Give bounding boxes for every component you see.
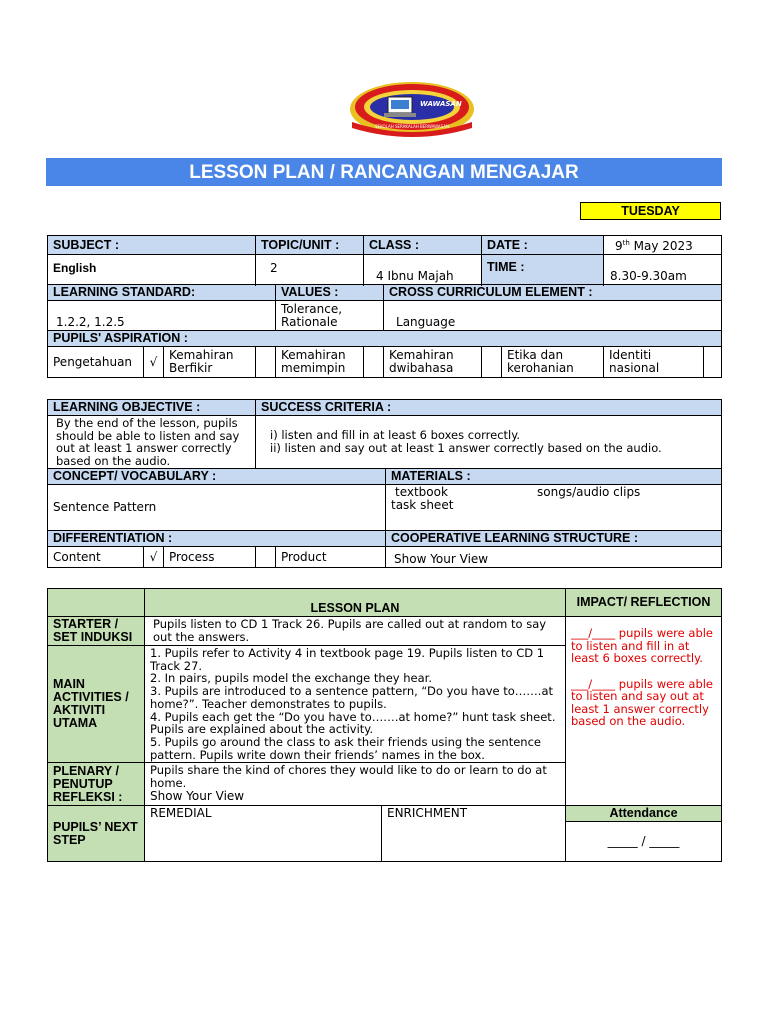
plenary-label: PLENARY / PENUTUP REFLEKSI :	[48, 763, 145, 806]
learning-objective-text: By the end of the lesson, pupils should be able to listen and say out at least 1 answer correctly based on the audio.	[48, 416, 256, 469]
aspiration-memimpin-mark	[364, 347, 384, 378]
concept-value: Sentence Pattern	[48, 485, 386, 531]
aspiration-berfikir: Kemahiran Berfikir	[164, 347, 256, 378]
lesson-plan-header: LESSON PLAN	[145, 589, 566, 617]
date-label: DATE :	[482, 236, 604, 255]
subject-value: English	[48, 255, 256, 285]
diff-process: Process	[164, 547, 256, 568]
main-activities-label: MAIN ACTIVITIES / AKTIVITI UTAMA	[48, 646, 145, 763]
aspiration-etika: Etika dan kerohanian	[502, 347, 604, 378]
subject-label: SUBJECT :	[48, 236, 256, 255]
next-step-label: PUPILS’ NEXT STEP	[48, 806, 145, 862]
cls-label: COOPERATIVE LEARNING STRUCTURE :	[386, 531, 722, 547]
success-criteria-label: SUCCESS CRITERIA :	[256, 400, 722, 416]
cce-label: CROSS CURRICULUM ELEMENT :	[384, 285, 722, 301]
logo-name: WAWASAN	[420, 100, 462, 108]
differentiation-label: DIFFERENTIATION :	[48, 531, 386, 547]
info-table	[47, 235, 722, 378]
diff-process-mark	[256, 547, 276, 568]
page-title: LESSON PLAN / RANCANGAN MENGAJAR	[46, 158, 722, 186]
impact-text-2: ___/____ pupils were able to listen and say out at least 1 answer correctly based on the audio.	[571, 676, 714, 728]
diff-product: Product	[276, 547, 386, 568]
diff-content-mark: √	[144, 547, 164, 568]
main-step-1: 1. Pupils refer to Activity 4 in textbook page 19. Pupils listen to CD 1 Track 27.	[150, 646, 545, 673]
day-badge: TUESDAY	[580, 202, 721, 220]
values-label: VALUES :	[276, 285, 384, 301]
success-criteria-2: ii) listen and say out at least 1 answer correctly based on the audio.	[270, 441, 662, 455]
topic-label: TOPIC/UNIT :	[256, 236, 364, 255]
main-step-2: 2. In pairs, pupils model the exchange they hear.	[150, 671, 432, 686]
date-value: 9th May 2023	[604, 236, 722, 255]
materials-songs: songs/audio clips	[537, 485, 641, 499]
aspiration-dwibahasa: Kemahiran dwibahasa	[384, 347, 482, 378]
lesson-plan-table	[47, 588, 722, 862]
time-label: TIME :	[482, 255, 604, 285]
class-label: CLASS :	[364, 236, 482, 255]
objectives-table	[47, 399, 722, 547]
impact-header: IMPACT/ REFLECTION	[566, 589, 722, 617]
main-step-4: 4. Pupils each get the “Do you have to…….at home?” hunt task sheet. Pupils are explained about the activity.	[150, 709, 556, 737]
school-logo	[348, 80, 476, 138]
values-value: Tolerance, Rationale	[276, 301, 384, 331]
remedial-label: REMEDIAL	[145, 806, 382, 862]
main-step-3: 3. Pupils are introduced to a sentence pattern, “Do you have to…….at home?”. Teacher demonstrates to pupils.	[150, 684, 553, 711]
diff-content: Content	[48, 547, 144, 568]
attendance-label: Attendance	[566, 806, 722, 822]
learning-standard-label: LEARNING STANDARD:	[48, 285, 276, 301]
attendance-value: _____ / _____	[566, 822, 722, 862]
class-value: 4 Ibnu Majah	[364, 255, 482, 285]
materials-label: MATERIALS :	[386, 469, 722, 485]
concept-label: CONCEPT/ VOCABULARY :	[48, 469, 386, 485]
differentiation-table	[47, 546, 722, 568]
aspiration-memimpin: Kemahiran memimpin	[276, 347, 364, 378]
impact-text-1: ___/____ pupils were able to listen and fill in at least 6 boxes correctly.	[571, 626, 714, 665]
aspiration-berfikir-mark	[256, 347, 276, 378]
plenary-structure: Show Your View	[150, 789, 245, 804]
time-value: 8.30-9.30am	[604, 255, 722, 285]
cce-value: Language	[384, 301, 722, 331]
materials-task-sheet: task sheet	[391, 498, 454, 512]
plenary-text: Pupils share the kind of chores they would like to do or learn to do at home.	[150, 763, 547, 790]
success-criteria-1: i) listen and fill in at least 6 boxes correctly.	[270, 428, 521, 442]
main-step-5: 5. Pupils go around the class to ask their friends using the sentence pattern. Pupils write down their friends’ names in the box.	[150, 734, 541, 762]
topic-value: 2	[256, 255, 364, 285]
aspiration-dwibahasa-mark	[482, 347, 502, 378]
logo-motto: SEKOLAH SERAKALAH BERWAWASAN	[375, 124, 449, 129]
school-logo-emblem	[348, 80, 476, 138]
aspiration-pengetahuan: Pengetahuan	[48, 347, 144, 378]
materials-textbook: textbook	[395, 485, 448, 499]
learning-standard-value: 1.2.2, 1.2.5	[48, 301, 276, 331]
cls-value: Show Your View	[386, 547, 722, 568]
aspiration-identiti-mark	[704, 347, 722, 378]
learning-objective-label: LEARNING OBJECTIVE :	[48, 400, 256, 416]
starter-text: Pupils listen to CD 1 Track 26. Pupils are called out at random to say out the answers.	[145, 617, 566, 646]
starter-label: STARTER / SET INDUKSI	[48, 617, 145, 646]
enrichment-label: ENRICHMENT	[382, 806, 566, 862]
aspiration-label: PUPILS' ASPIRATION :	[48, 331, 722, 347]
aspiration-pengetahuan-mark: √	[144, 347, 164, 378]
aspiration-identiti: Identiti nasional	[604, 347, 704, 378]
